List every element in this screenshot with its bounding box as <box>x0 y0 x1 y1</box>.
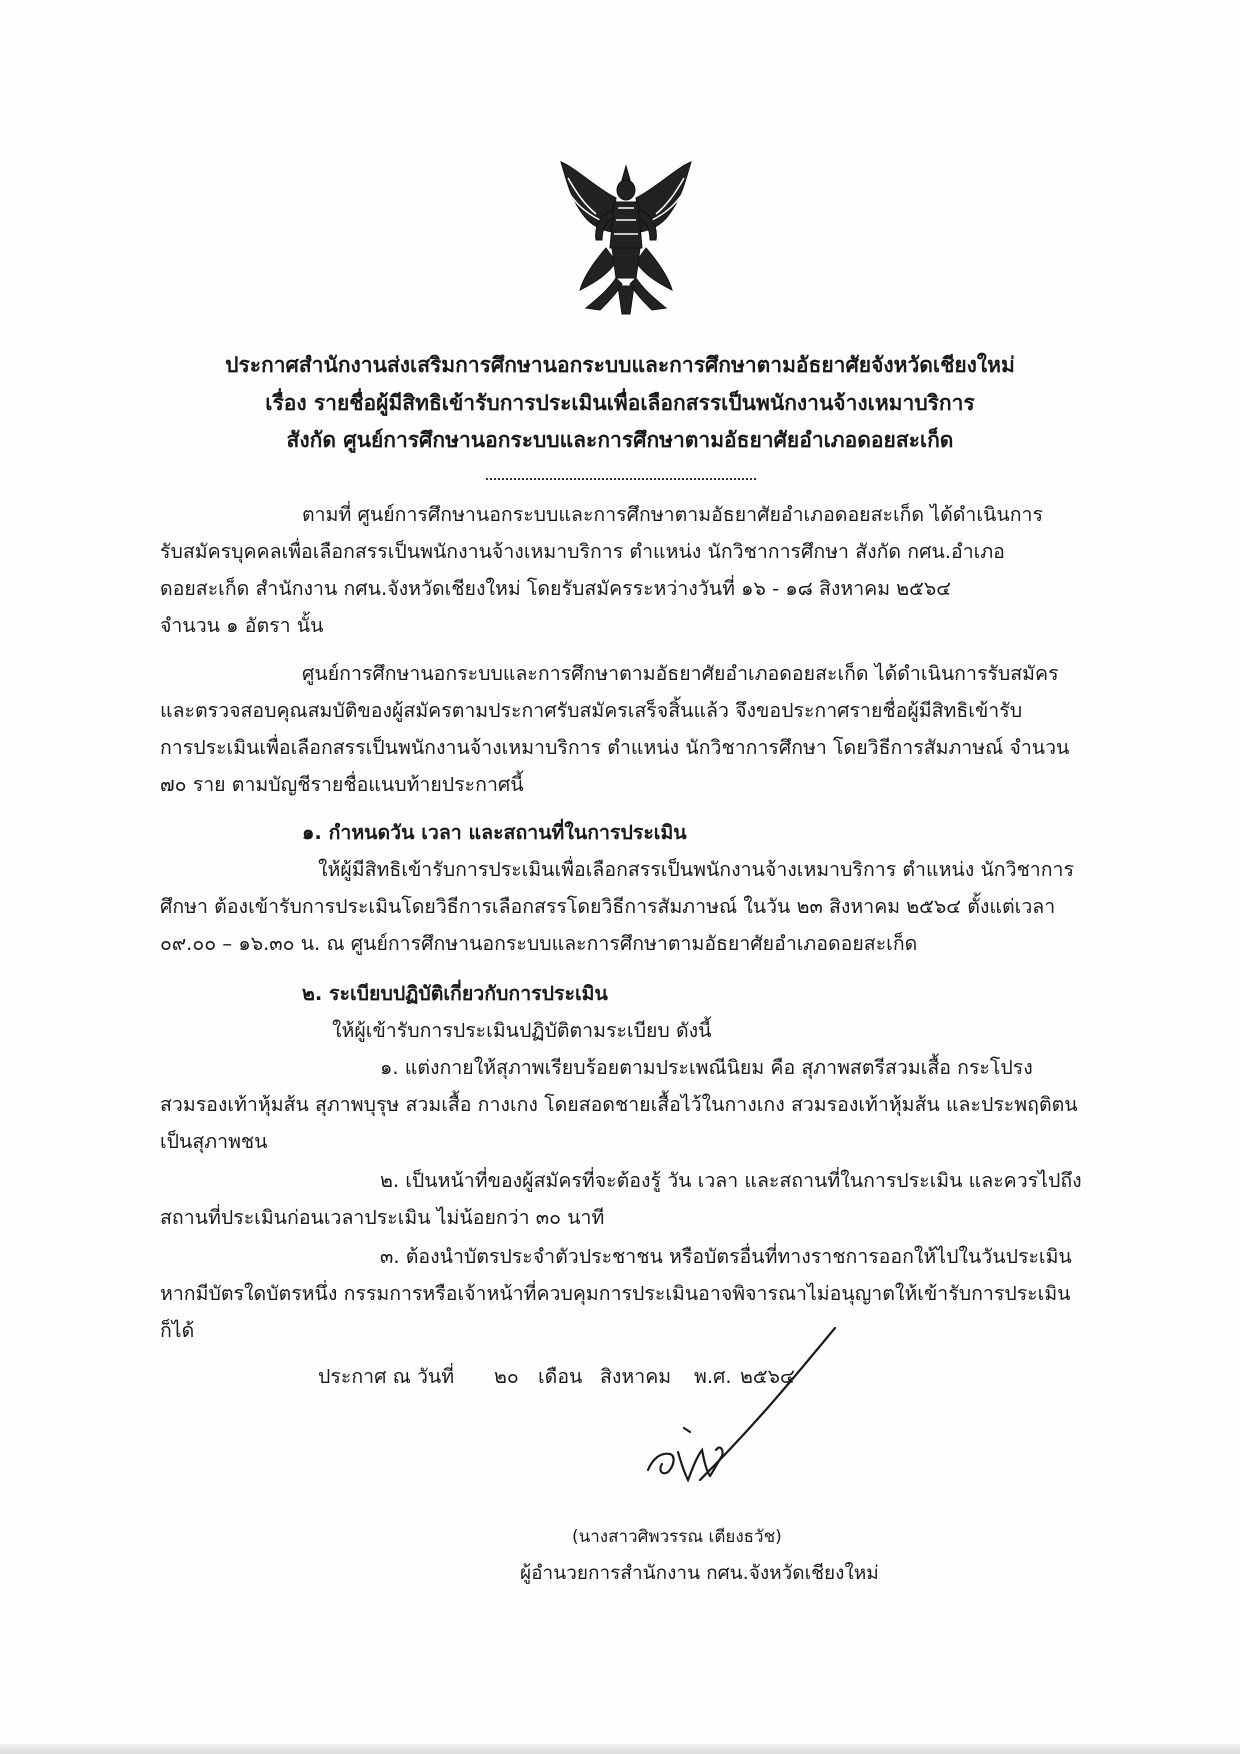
document-title: ประกาศสำนักงานส่งเสริมการศึกษานอกระบบและการศึกษาตามอัธยาศัยจังหวัดเชียงใหม่ <box>225 353 1015 377</box>
announcement-month-label: เดือน <box>538 1365 583 1388</box>
section1-heading: ๑. กำหนดวัน เวลา และสถานที่ในการประเมิน <box>302 821 687 844</box>
announcement-year: ๒๕๖๔ <box>740 1365 795 1388</box>
document-affiliation: สังกัด ศูนย์การศึกษานอกระบบและการศึกษาตามอัธยาศัยอำเภอดอยสะเก็ด <box>286 428 954 452</box>
signatory-position: ผู้อำนวยการสำนักงาน กศน.จังหวัดเชียงใหม่ <box>520 1562 879 1584</box>
rule3-line1: ๓. ต้องนำบัตรประจำตัวประชาชน หรือบัตรอื่นที่ทางราชการออกให้ไปในวันประเมิน <box>380 1245 1072 1268</box>
para1-line2: รับสมัครบุคคลเพื่อเลือกสรรเป็นพนักงานจ้างเหมาบริการ ตำแหน่ง นักวิชาการศึกษา สังกัด กศน.อำเภอ <box>160 540 1005 563</box>
para2-line4: ๗๐ ราย ตามบัญชีรายชื่อแนบท้ายประกาศนี้ <box>160 773 524 796</box>
para1-line4: จำนวน ๑ อัตรา นั้น <box>160 614 324 637</box>
page-bottom-edge <box>0 1744 1240 1754</box>
rule1-line2: สวมรองเท้าหุ้มส้น สุภาพบุรุษ สวมเสื้อ กางเกง โดยสอดชายเสื้อไว้ในกางเกง สวมรองเท้าหุ้มส้น และประพฤติตน <box>160 1093 1078 1116</box>
signature-icon <box>640 1320 840 1490</box>
document-subject: เรื่อง รายชื่อผู้มีสิทธิเข้ารับการประเมินเพื่อเลือกสรรเป็นพนักงานจ้างเหมาบริการ <box>265 391 975 415</box>
rule2-line2: สถานที่ประเมินก่อนเวลาประเมิน ไม่น้อยกว่า ๓๐ นาที <box>160 1206 605 1229</box>
announcement-date-label: ประกาศ ณ วันที่ <box>318 1365 455 1388</box>
announcement-day: ๒๐ <box>494 1365 519 1388</box>
section1-line3: ๐๙.๐๐ – ๑๖.๓๐ น. ณ ศูนย์การศึกษานอกระบบและการศึกษาตามอัธยาศัยอำเภอดอยสะเก็ด <box>160 932 918 955</box>
signatory-name: (นางสาวศิพวรรณ เตียงธวัช) <box>572 1527 782 1547</box>
para2-line1: ศูนย์การศึกษานอกระบบและการศึกษาตามอัธยาศัยอำเภอดอยสะเก็ด ได้ดำเนินการรับสมัคร <box>302 662 1059 685</box>
header-divider <box>486 478 756 480</box>
section2-heading: ๒. ระเบียบปฏิบัติเกี่ยวกับการประเมิน <box>302 982 608 1005</box>
rule3-line3: ก็ได้ <box>160 1319 195 1342</box>
para1-line1: ตามที่ ศูนย์การศึกษานอกระบบและการศึกษาตามอัธยาศัยอำเภอดอยสะเก็ด ได้ดำเนินการ <box>302 503 1043 526</box>
para2-line2: และตรวจสอบคุณสมบัติของผู้สมัครตามประกาศรับสมัครเสร็จสิ้นแล้ว จึงขอประกาศรายชื่อผู้มีสิทธิเข้ารับ <box>160 699 1023 722</box>
rule2-line1: ๒. เป็นหน้าที่ของผู้สมัครที่จะต้องรู้ วัน เวลา และสถานที่ในการประเมิน และควรไปถึง <box>380 1169 1082 1192</box>
announcement-month: สิงหาคม <box>600 1365 672 1388</box>
garuda-emblem-icon <box>556 158 696 318</box>
rule3-line2: หากมีบัตรใดบัตรหนึ่ง กรรมการหรือเจ้าหน้าที่ควบคุมการประเมินอาจพิจารณาไม่อนุญาตให้เข้ารับการประเมิน <box>160 1282 1071 1305</box>
para2-line3: การประเมินเพื่อเลือกสรรเป็นพนักงานจ้างเหมาบริการ ตำแหน่ง นักวิชาการศึกษา โดยวิธีการสัมภาษณ์ จำนวน <box>160 736 1070 759</box>
section1-line1: ให้ผู้มีสิทธิเข้ารับการประเมินเพื่อเลือกสรรเป็นพนักงานจ้างเหมาบริการ ตำแหน่ง นักวิชาการ <box>318 858 1074 881</box>
para1-line3: ดอยสะเก็ด สำนักงาน กศน.จังหวัดเชียงใหม่ โดยรับสมัครระหว่างวันที่ ๑๖ - ๑๘ สิงหาคม ๒๕๖๔ <box>160 577 952 600</box>
section1-line2: ศึกษา ต้องเข้ารับการประเมินโดยวิธีการเลือกสรรโดยวิธีการสัมภาษณ์ ในวัน ๒๓ สิงหาคม ๒๕๖๔ ตั้งแต่เวลา <box>160 895 1056 918</box>
announcement-year-label: พ.ศ. <box>694 1365 732 1388</box>
section2-intro: ให้ผู้เข้ารับการประเมินปฏิบัติตามระเบียบ ดังนี้ <box>332 1019 712 1042</box>
rule1-line3: เป็นสุภาพชน <box>160 1130 268 1153</box>
rule1-line1: ๑. แต่งกายให้สุภาพเรียบร้อยตามประเพณีนิยม คือ สุภาพสตรีสวมเสื้อ กระโปรง <box>380 1056 1033 1079</box>
